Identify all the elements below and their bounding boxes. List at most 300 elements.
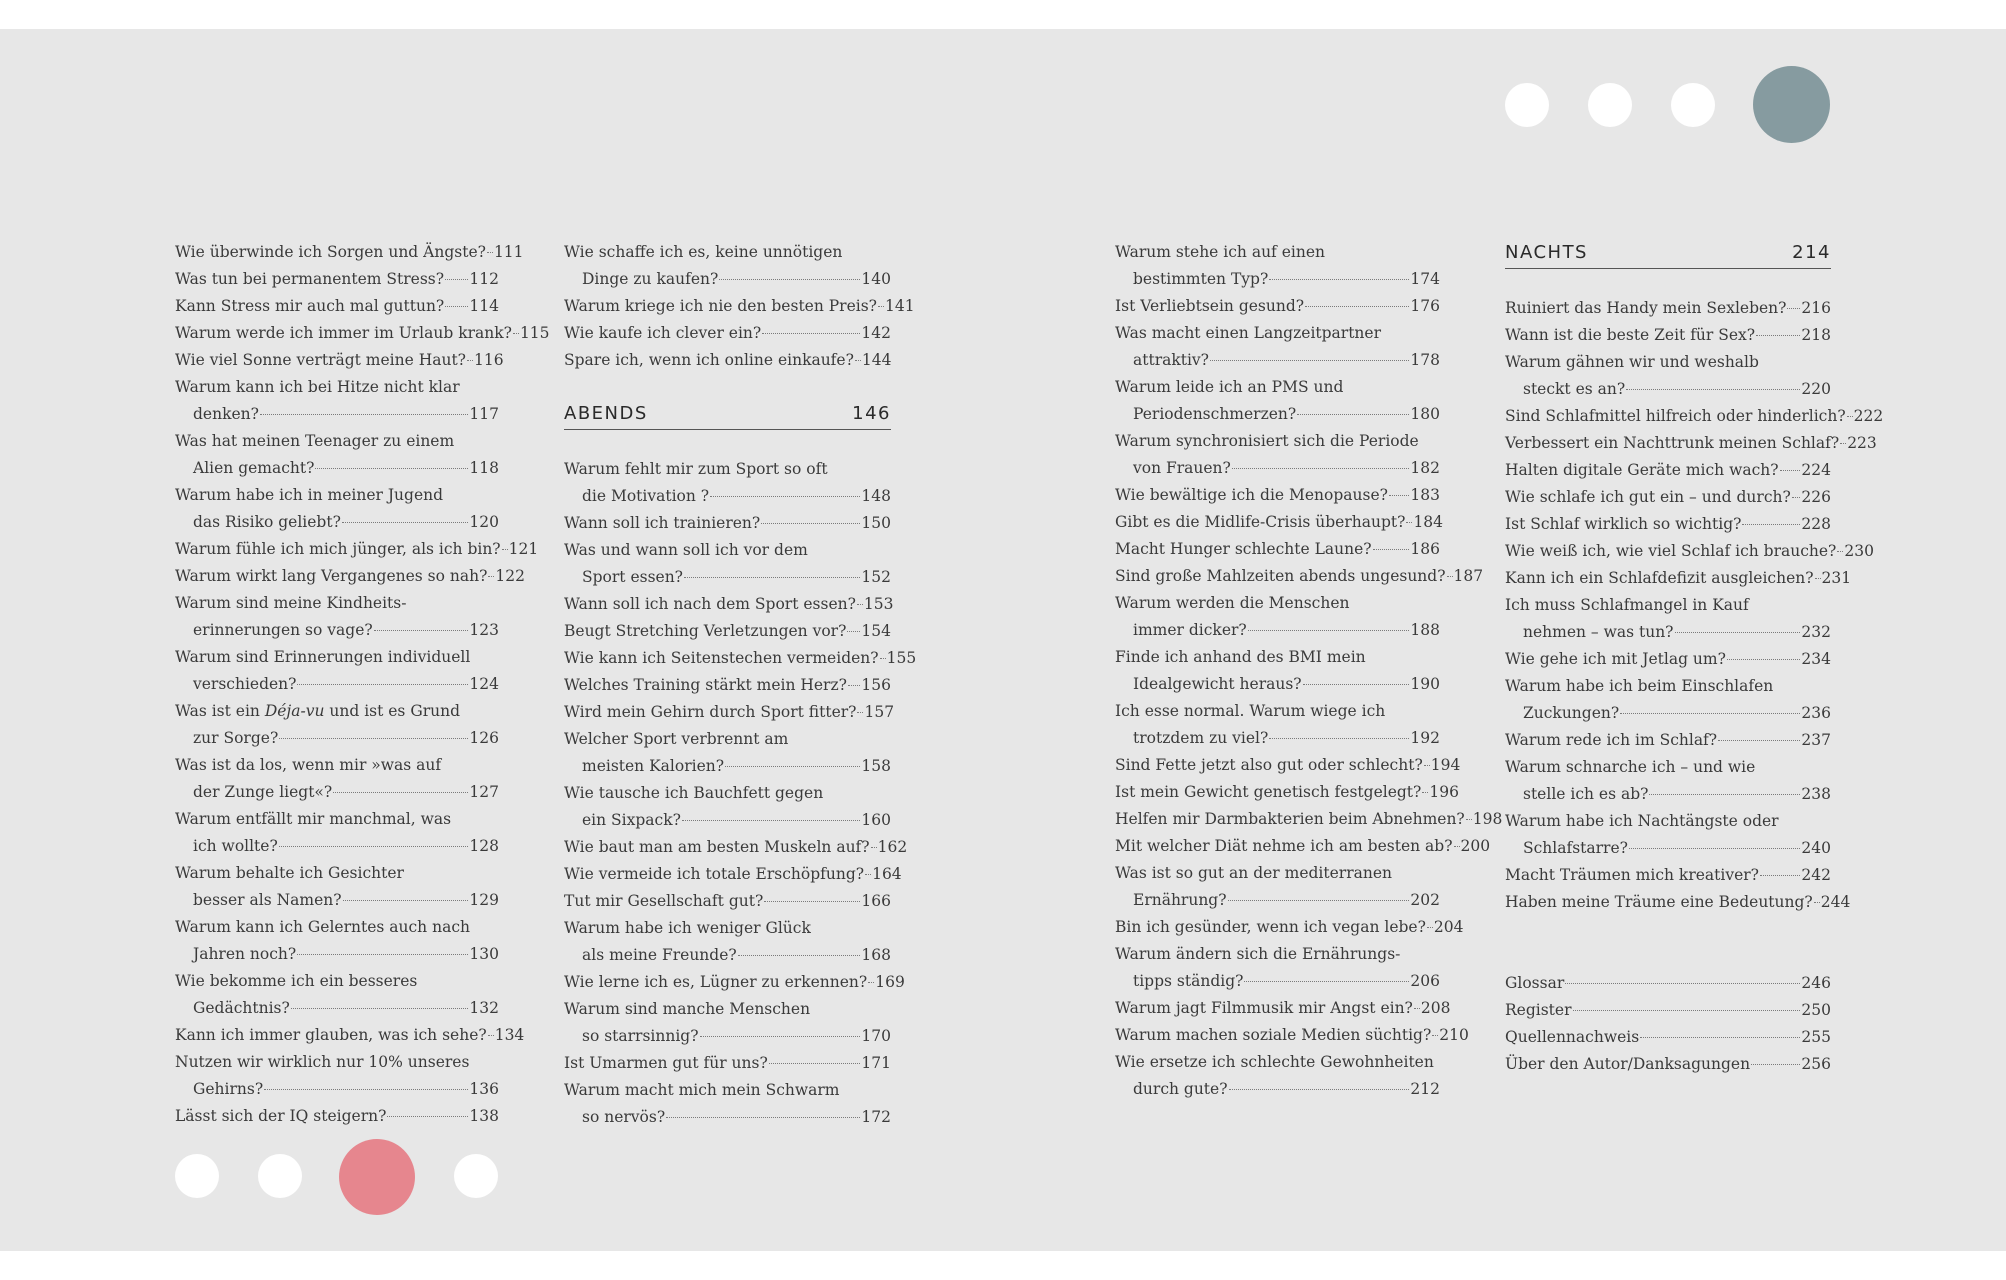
toc-entry-title: Dinge zu kaufen? bbox=[582, 270, 719, 288]
toc-entry-title: Sport essen? bbox=[582, 568, 683, 586]
toc-entry-title: Spare ich, wenn ich online einkaufe? bbox=[564, 351, 854, 369]
toc-entry-title: Was macht einen Langzeitpartner bbox=[1115, 324, 1381, 342]
toc-page-number: 238 bbox=[1801, 785, 1831, 803]
toc-entry[interactable] bbox=[1505, 997, 1831, 1024]
toc-page-number: 208 bbox=[1420, 999, 1451, 1017]
toc-page-number: 162 bbox=[877, 838, 908, 856]
toc-entry-title: Was ist ein Déja-vu und ist es Grund bbox=[175, 702, 460, 720]
toc-page-number: 187 bbox=[1453, 567, 1484, 585]
toc-entry-title: Finde ich anhand des BMI mein bbox=[1115, 648, 1366, 666]
dot-leader bbox=[868, 982, 874, 983]
toc-entry-line bbox=[564, 618, 891, 645]
toc-entry[interactable] bbox=[175, 860, 499, 914]
toc-entry-title: bestimmten Typ? bbox=[1133, 270, 1269, 288]
dot-leader bbox=[467, 360, 473, 361]
toc-entry[interactable] bbox=[1505, 862, 1831, 889]
toc-entry-title: meisten Kalorien? bbox=[582, 757, 725, 775]
toc-page-number: 111 bbox=[493, 243, 524, 261]
toc-entry[interactable] bbox=[175, 968, 499, 1022]
toc-entry-title: Warum werde ich immer im Urlaub krank? bbox=[175, 324, 512, 342]
toc-entry-line bbox=[564, 888, 891, 915]
toc-entry-title: Wie weiß ich, wie viel Schlaf ich brauche? bbox=[1505, 542, 1837, 560]
toc-entry[interactable] bbox=[1505, 511, 1831, 538]
dot-leader bbox=[488, 576, 494, 577]
toc-entry[interactable] bbox=[1505, 403, 1884, 430]
toc-entry-line bbox=[1505, 457, 1831, 484]
toc-entry[interactable] bbox=[564, 239, 891, 293]
toc-entry-title: Wie gehe ich mit Jetlag um? bbox=[1505, 650, 1726, 668]
toc-entry[interactable] bbox=[1505, 646, 1831, 673]
toc-entry[interactable] bbox=[1505, 565, 1852, 592]
toc-entry[interactable] bbox=[1115, 995, 1451, 1022]
dot-leader bbox=[725, 766, 860, 767]
toc-entry-title: Ist Schlaf wirklich so wichtig? bbox=[1505, 515, 1742, 533]
toc-entry[interactable] bbox=[175, 590, 499, 644]
toc-entry[interactable] bbox=[564, 726, 891, 780]
toc-page-number: 188 bbox=[1410, 621, 1440, 639]
toc-entry[interactable] bbox=[175, 752, 499, 806]
toc-page-number: 216 bbox=[1801, 299, 1831, 317]
toc-entry-line bbox=[175, 671, 499, 698]
toc-entry-line bbox=[175, 752, 499, 779]
dot-leader bbox=[1837, 551, 1843, 552]
toc-entry[interactable] bbox=[1505, 1024, 1831, 1051]
toc-entry-title: Warum habe ich Nachtängste oder bbox=[1505, 812, 1779, 830]
toc-page-number: 114 bbox=[469, 297, 499, 315]
toc-entry[interactable] bbox=[564, 1050, 891, 1077]
toc-entry[interactable] bbox=[564, 618, 891, 645]
toc-entry[interactable] bbox=[1115, 482, 1440, 509]
dot-leader bbox=[279, 846, 469, 847]
toc-page-number: 148 bbox=[861, 487, 891, 505]
toc-page-number: 140 bbox=[861, 270, 891, 288]
toc-entry-title: Kann ich immer glauben, was ich sehe? bbox=[175, 1026, 487, 1044]
toc-entry-title: Ich esse normal. Warum wiege ich bbox=[1115, 702, 1386, 720]
toc-page-number: 231 bbox=[1821, 569, 1852, 587]
toc-page-number: 250 bbox=[1801, 1001, 1831, 1019]
toc-entry-line bbox=[1115, 320, 1440, 347]
toc-entry[interactable] bbox=[175, 536, 539, 563]
toc-entry[interactable] bbox=[175, 563, 526, 590]
toc-entry-line bbox=[1505, 565, 1852, 592]
toc-entry[interactable] bbox=[1505, 484, 1831, 511]
toc-entry-line bbox=[1505, 781, 1831, 808]
dot-leader bbox=[315, 468, 468, 469]
toc-entry-line bbox=[175, 968, 499, 995]
toc-entry[interactable] bbox=[175, 374, 499, 428]
toc-entry[interactable] bbox=[564, 888, 891, 915]
toc-page-number: 154 bbox=[861, 622, 891, 640]
section-page-number: 214 bbox=[1792, 242, 1831, 263]
toc-entry-title: Sind große Mahlzeiten abends ungesund? bbox=[1115, 567, 1446, 585]
toc-page-number: 174 bbox=[1410, 270, 1440, 288]
toc-entry-line bbox=[1115, 239, 1440, 266]
toc-page-number: 204 bbox=[1433, 918, 1464, 936]
toc-entry-line bbox=[1505, 727, 1831, 754]
toc-entry-title: Wie lerne ich es, Lügner zu erkennen? bbox=[564, 973, 868, 991]
toc-page-number: 164 bbox=[872, 865, 902, 883]
toc-entry[interactable] bbox=[175, 698, 499, 752]
toc-entry-line bbox=[564, 645, 917, 672]
toc-entry-title: Halten digitale Geräte mich wach? bbox=[1505, 461, 1779, 479]
toc-entry-line bbox=[175, 428, 499, 455]
toc-entry[interactable] bbox=[175, 428, 499, 482]
toc-entry-line bbox=[1505, 1051, 1831, 1078]
toc-entry-title: Über den Autor/Danksagungen bbox=[1505, 1055, 1751, 1073]
toc-entry[interactable] bbox=[564, 645, 917, 672]
toc-page-number: 126 bbox=[469, 729, 499, 747]
toc-entry-line bbox=[1115, 1022, 1469, 1049]
toc-entry-title: Gehirns? bbox=[193, 1080, 264, 1098]
toc-entry[interactable] bbox=[1115, 509, 1444, 536]
toc-page-number: 180 bbox=[1410, 405, 1440, 423]
toc-page-number: 240 bbox=[1801, 839, 1831, 857]
toc-entry-line bbox=[1505, 484, 1831, 511]
toc-entry-title: Alien gemacht? bbox=[193, 459, 315, 477]
toc-entry-line bbox=[564, 1050, 891, 1077]
toc-entry[interactable] bbox=[175, 806, 499, 860]
dot-leader bbox=[848, 685, 860, 686]
toc-entry-title: Warum macht mich mein Schwarm bbox=[564, 1081, 840, 1099]
toc-entry-title: Wann soll ich trainieren? bbox=[564, 514, 761, 532]
toc-entry-title: Was tun bei permanentem Stress? bbox=[175, 270, 445, 288]
toc-page-number: 244 bbox=[1820, 893, 1851, 911]
toc-entry[interactable] bbox=[1115, 779, 1459, 806]
toc-entry[interactable] bbox=[1505, 430, 1877, 457]
toc-entry[interactable] bbox=[1115, 1049, 1440, 1103]
toc-entry-title: Macht Träumen mich kreativer? bbox=[1505, 866, 1759, 884]
toc-entry-title: ich wollte? bbox=[193, 837, 278, 855]
toc-page-number: 182 bbox=[1410, 459, 1440, 477]
toc-entry-line bbox=[1115, 482, 1440, 509]
toc-entry[interactable] bbox=[175, 266, 499, 293]
dot-leader bbox=[1760, 875, 1800, 876]
toc-entry-title: Sind Fette jetzt also gut oder schlecht? bbox=[1115, 756, 1423, 774]
toc-entry-title: Tut mir Gesellschaft gut? bbox=[564, 892, 764, 910]
toc-page-number: 150 bbox=[861, 514, 891, 532]
dot-leader bbox=[279, 738, 468, 739]
toc-entry[interactable] bbox=[175, 644, 499, 698]
toc-entry[interactable] bbox=[1505, 1051, 1831, 1078]
toc-entry-line bbox=[564, 942, 891, 969]
toc-entry-line bbox=[1505, 997, 1831, 1024]
dot-leader bbox=[1269, 279, 1409, 280]
dot-leader bbox=[682, 820, 861, 821]
toc-entry-title: Ist mein Gewicht genetisch festgelegt? bbox=[1115, 783, 1422, 801]
toc-entry-title: Verbessert ein Nachttrunk meinen Schlaf? bbox=[1505, 434, 1840, 452]
toc-column-4 bbox=[1505, 239, 1884, 1078]
section-title: NACHTS bbox=[1505, 242, 1588, 263]
toc-entry[interactable] bbox=[175, 914, 499, 968]
toc-page-number: 183 bbox=[1410, 486, 1440, 504]
toc-entry[interactable] bbox=[1505, 349, 1831, 403]
toc-page-number: 194 bbox=[1430, 756, 1461, 774]
toc-entry[interactable] bbox=[1115, 833, 1491, 860]
toc-entry[interactable] bbox=[564, 699, 895, 726]
toc-entry-title: durch gute? bbox=[1133, 1080, 1228, 1098]
toc-entry[interactable] bbox=[1505, 754, 1831, 808]
toc-entry[interactable] bbox=[564, 915, 891, 969]
toc-entry[interactable] bbox=[564, 537, 891, 591]
toc-page-number: 242 bbox=[1801, 866, 1831, 884]
toc-entry-title: Warum machen soziale Medien süchtig? bbox=[1115, 1026, 1432, 1044]
toc-entry-line bbox=[175, 860, 499, 887]
toc-page-number: 118 bbox=[469, 459, 499, 477]
toc-page-number: 178 bbox=[1410, 351, 1440, 369]
toc-entry[interactable] bbox=[1505, 322, 1831, 349]
toc-entry[interactable] bbox=[1505, 970, 1831, 997]
toc-page-number: 115 bbox=[519, 324, 550, 342]
dot-leader bbox=[684, 577, 860, 578]
toc-entry-line bbox=[564, 1077, 891, 1104]
toc-entry[interactable] bbox=[1115, 1022, 1469, 1049]
toc-entry-title: Ich muss Schlafmangel in Kauf bbox=[1505, 596, 1749, 614]
toc-entry-line bbox=[1505, 295, 1831, 322]
dot-leader bbox=[1780, 470, 1801, 471]
toc-entry-line bbox=[1115, 563, 1484, 590]
toc-entry-title: Haben meine Träume eine Bedeutung? bbox=[1505, 893, 1813, 911]
toc-entry-line bbox=[564, 672, 891, 699]
toc-entry-title: Warum fehlt mir zum Sport so oft bbox=[564, 460, 828, 478]
toc-entry[interactable] bbox=[1505, 295, 1831, 322]
toc-entry-line bbox=[564, 347, 891, 374]
dot-leader bbox=[847, 631, 860, 632]
toc-entry-line bbox=[1115, 752, 1461, 779]
toc-entry-title: Warum sind Erinnerungen individuell bbox=[175, 648, 471, 666]
toc-entry[interactable] bbox=[1115, 806, 1503, 833]
toc-entry[interactable] bbox=[564, 347, 891, 374]
toc-entry-line bbox=[1505, 619, 1831, 646]
toc-entry[interactable] bbox=[564, 320, 891, 347]
toc-entry-line bbox=[1115, 860, 1440, 887]
toc-entry-title: Kann Stress mir auch mal guttun? bbox=[175, 297, 445, 315]
toc-entry[interactable] bbox=[1115, 698, 1440, 752]
toc-entry-line bbox=[1505, 646, 1831, 673]
dot-leader bbox=[1406, 522, 1412, 523]
dot-leader bbox=[871, 847, 877, 848]
toc-entry-title: Welcher Sport verbrennt am bbox=[564, 730, 789, 748]
toc-entry[interactable] bbox=[564, 672, 891, 699]
toc-entry[interactable] bbox=[175, 1103, 499, 1130]
toc-entry-title: immer dicker? bbox=[1133, 621, 1247, 639]
toc-entry-title: Warum rede ich im Schlaf? bbox=[1505, 731, 1718, 749]
toc-entry-title: der Zunge liegt«? bbox=[193, 783, 333, 801]
dot-leader bbox=[719, 279, 860, 280]
toc-entry-title: Wie schlafe ich gut ein – und durch? bbox=[1505, 488, 1791, 506]
toc-page-number: 124 bbox=[469, 675, 499, 693]
toc-page-number: 138 bbox=[469, 1107, 499, 1125]
toc-entry-line bbox=[175, 455, 499, 482]
toc-entry[interactable] bbox=[1115, 644, 1440, 698]
dot-leader bbox=[1297, 414, 1409, 415]
toc-entry-line bbox=[175, 1049, 499, 1076]
toc-entry-line bbox=[564, 239, 891, 266]
toc-entry-title: Wie bewältige ich die Menopause? bbox=[1115, 486, 1388, 504]
toc-entry-title: von Frauen? bbox=[1133, 459, 1231, 477]
toc-entry[interactable] bbox=[1505, 538, 1874, 565]
toc-entry[interactable] bbox=[564, 510, 891, 537]
dot-leader bbox=[1432, 1035, 1438, 1036]
toc-page-number: 256 bbox=[1801, 1055, 1831, 1073]
dot-leader bbox=[1244, 981, 1409, 982]
toc-entry-line bbox=[564, 483, 891, 510]
toc-entry-line bbox=[175, 1076, 499, 1103]
toc-entry-line bbox=[1115, 833, 1491, 860]
toc-entry[interactable] bbox=[1115, 563, 1484, 590]
toc-page-number: 255 bbox=[1801, 1028, 1831, 1046]
toc-page-number: 128 bbox=[469, 837, 499, 855]
toc-entry[interactable] bbox=[1115, 428, 1440, 482]
toc-page-number: 172 bbox=[861, 1108, 891, 1126]
toc-entry[interactable] bbox=[1505, 889, 1851, 916]
toc-entry[interactable] bbox=[564, 591, 894, 618]
toc-entry-line bbox=[564, 1104, 891, 1131]
toc-entry-title: Nutzen wir wirklich nur 10% unseres bbox=[175, 1053, 470, 1071]
toc-entry-line bbox=[1505, 970, 1831, 997]
toc-page-number: 155 bbox=[886, 649, 917, 667]
toc-page-number: 246 bbox=[1801, 974, 1831, 992]
toc-entry-title: Wie überwinde ich Sorgen und Ängste? bbox=[175, 243, 486, 261]
toc-entry-line bbox=[1115, 806, 1503, 833]
toc-entry-line bbox=[1115, 968, 1440, 995]
toc-entry-title: als meine Freunde? bbox=[582, 946, 737, 964]
toc-entry-line bbox=[1115, 644, 1440, 671]
toc-page-number: 237 bbox=[1801, 731, 1831, 749]
dot-leader bbox=[764, 901, 860, 902]
dot-leader bbox=[769, 1063, 861, 1064]
toc-entry[interactable] bbox=[1115, 914, 1464, 941]
progress-dot bbox=[454, 1154, 498, 1198]
dot-leader bbox=[1454, 846, 1460, 847]
toc-spacer bbox=[1505, 916, 1831, 970]
progress-dot-active bbox=[339, 1139, 415, 1215]
toc-entry[interactable] bbox=[1115, 239, 1440, 293]
toc-entry-line bbox=[175, 536, 539, 563]
toc-entry[interactable] bbox=[564, 456, 891, 510]
toc-entry-line bbox=[564, 807, 891, 834]
toc-entry[interactable] bbox=[1115, 941, 1440, 995]
toc-entry-line bbox=[564, 537, 891, 564]
section-page-number: 146 bbox=[852, 403, 891, 424]
toc-entry-line bbox=[175, 995, 499, 1022]
toc-entry-title: Warum sind manche Menschen bbox=[564, 1000, 811, 1018]
toc-entry-title: Wie kann ich Seitenstechen vermeiden? bbox=[564, 649, 879, 667]
toc-entry[interactable] bbox=[564, 861, 902, 888]
toc-entry[interactable] bbox=[175, 239, 524, 266]
toc-entry[interactable] bbox=[564, 969, 905, 996]
toc-entry[interactable] bbox=[1115, 320, 1440, 374]
toc-entry-line bbox=[1505, 349, 1831, 376]
toc-entry-line bbox=[175, 293, 499, 320]
toc-entry-line bbox=[1505, 862, 1831, 889]
toc-page-number: 170 bbox=[861, 1027, 891, 1045]
dot-leader bbox=[1303, 684, 1410, 685]
toc-entry[interactable] bbox=[564, 1077, 891, 1131]
dot-leader bbox=[710, 496, 860, 497]
toc-entry[interactable] bbox=[1115, 860, 1440, 914]
toc-entry-line bbox=[1115, 401, 1440, 428]
toc-entry-line bbox=[1115, 995, 1451, 1022]
toc-entry[interactable] bbox=[1115, 590, 1440, 644]
toc-page-number: 157 bbox=[864, 703, 895, 721]
toc-entry-line bbox=[175, 482, 499, 509]
toc-entry[interactable] bbox=[1505, 592, 1831, 646]
toc-entry[interactable] bbox=[1115, 293, 1440, 320]
toc-entry[interactable] bbox=[175, 293, 499, 320]
toc-entry-title: Warum kann ich bei Hitze nicht klar bbox=[175, 378, 460, 396]
toc-entry[interactable] bbox=[175, 1049, 499, 1103]
toc-entry[interactable] bbox=[1115, 536, 1440, 563]
toc-page-number: 198 bbox=[1472, 810, 1503, 828]
dot-leader bbox=[1840, 443, 1846, 444]
toc-entry-title: Macht Hunger schlechte Laune? bbox=[1115, 540, 1372, 558]
toc-entry[interactable] bbox=[564, 293, 915, 320]
progress-dot bbox=[1671, 83, 1715, 127]
toc-entry[interactable] bbox=[1505, 457, 1831, 484]
toc-page-number: 184 bbox=[1413, 513, 1444, 531]
toc-entry-title: Wie viel Sonne verträgt meine Haut? bbox=[175, 351, 466, 369]
toc-entry[interactable] bbox=[1505, 673, 1831, 727]
toc-entry[interactable] bbox=[1115, 374, 1440, 428]
toc-entry-line bbox=[1115, 509, 1444, 536]
toc-entry-title: Warum habe ich weniger Glück bbox=[564, 919, 811, 937]
toc-entry[interactable] bbox=[175, 482, 499, 536]
toc-entry[interactable] bbox=[1505, 727, 1831, 754]
toc-entry[interactable] bbox=[175, 320, 550, 347]
toc-entry-title: Ernährung? bbox=[1133, 891, 1227, 909]
toc-entry-title: Warum wirkt lang Vergangenes so nah? bbox=[175, 567, 488, 585]
toc-entry[interactable] bbox=[564, 834, 908, 861]
dot-leader bbox=[1573, 1010, 1801, 1011]
toc-column-1 bbox=[175, 239, 550, 1130]
dot-leader bbox=[1269, 738, 1409, 739]
toc-entry[interactable] bbox=[1115, 752, 1461, 779]
dot-leader bbox=[1466, 819, 1472, 820]
toc-entry-line bbox=[1505, 538, 1874, 565]
dot-leader bbox=[1640, 1037, 1800, 1038]
toc-entry-title: steckt es an? bbox=[1523, 380, 1626, 398]
toc-entry-title: Warum jagt Filmmusik mir Angst ein? bbox=[1115, 999, 1413, 1017]
toc-entry-line bbox=[1505, 700, 1831, 727]
section-heading bbox=[564, 400, 891, 430]
toc-entry-title: Warum werden die Menschen bbox=[1115, 594, 1350, 612]
dot-leader bbox=[1751, 1064, 1800, 1065]
toc-entry[interactable] bbox=[175, 1022, 525, 1049]
toc-entry-title: zur Sorge? bbox=[193, 729, 279, 747]
toc-entry-title: Was ist da los, wenn mir »was auf bbox=[175, 756, 442, 774]
toc-entry-title: Warum stehe ich auf einen bbox=[1115, 243, 1325, 261]
toc-page-number: 129 bbox=[469, 891, 499, 909]
toc-entry-line bbox=[175, 347, 504, 374]
toc-entry-title: Wie bekomme ich ein besseres bbox=[175, 972, 418, 990]
toc-entry[interactable] bbox=[175, 347, 504, 374]
toc-entry-line bbox=[1505, 1024, 1831, 1051]
toc-entry[interactable] bbox=[564, 780, 891, 834]
dot-leader bbox=[513, 333, 519, 334]
toc-column-3 bbox=[1115, 239, 1503, 1103]
toc-entry[interactable] bbox=[1505, 808, 1831, 862]
toc-entry-line bbox=[1115, 779, 1459, 806]
toc-entry[interactable] bbox=[564, 996, 891, 1050]
toc-entry-line bbox=[564, 266, 891, 293]
dot-leader bbox=[343, 900, 469, 901]
toc-entry-title: Warum sind meine Kindheits- bbox=[175, 594, 407, 612]
dot-leader bbox=[333, 792, 468, 793]
book-spread bbox=[0, 29, 2006, 1251]
progress-dot bbox=[1588, 83, 1632, 127]
toc-entry-line bbox=[1505, 889, 1851, 916]
toc-page-number: 120 bbox=[469, 513, 499, 531]
